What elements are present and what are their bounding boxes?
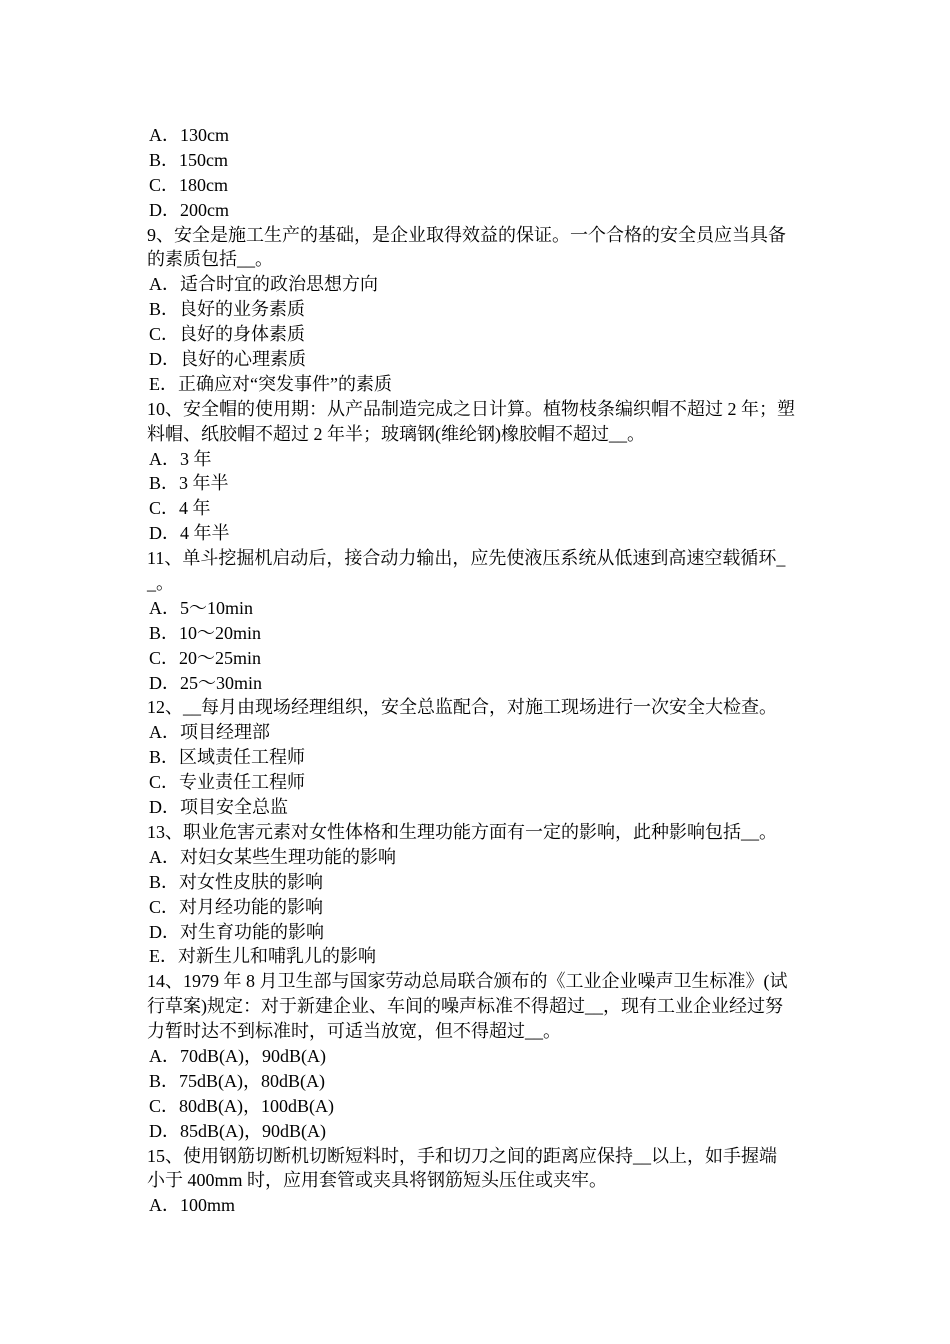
document-body [147, 123, 810, 1218]
answer-option: A．适合时宜的政治思想方向 [149, 274, 378, 295]
answer-option: A．3 年 [149, 448, 212, 469]
question-text: 的素质包括__。 [147, 249, 273, 270]
question-text: 9、安全是施工生产的基础，是企业取得效益的保证。一个合格的安全员应当具备 [147, 224, 786, 245]
answer-option: C．20～25min [149, 647, 262, 668]
answer-option: E．正确应对“突发事件”的素质 [149, 373, 392, 394]
answer-option: C．180cm [149, 174, 228, 195]
answer-option: A．项目经理部 [149, 722, 270, 743]
answer-option: A．70dB(A)，90dB(A) [149, 1045, 326, 1066]
answer-option: D．良好的心理素质 [149, 349, 306, 370]
answer-option: C．对月经功能的影响 [149, 896, 324, 917]
question-text: _。 [147, 573, 174, 594]
question-text: 14、1979 年 8 月卫生部与国家劳动总局联合颁布的《工业企业噪声卫生标准》(试 [147, 971, 788, 992]
question-text: 15、使用钢筋切断机切断短料时，手和切刀之间的距离应保持__以上，如手握端 [147, 1145, 777, 1166]
question-text: 料帽、纸胶帽不超过 2 年半；玻璃钢(维纶钢)橡胶帽不超过__。 [147, 423, 645, 444]
answer-option: A．5～10min [149, 597, 254, 618]
question-text: 小于 400mm 时，应用套管或夹具将钢筋短头压住或夹牢。 [147, 1170, 607, 1191]
answer-option: B．10～20min [149, 622, 262, 643]
answer-option: B．150cm [149, 149, 228, 170]
question-text: 11、单斗挖掘机启动后，接合动力输出，应先使液压系统从低速到高速空载循环_ [147, 548, 786, 569]
answer-option: A．对妇女某些生理功能的影响 [149, 846, 396, 867]
answer-option: D．4 年半 [149, 523, 230, 544]
answer-option: B．3 年半 [149, 473, 229, 494]
answer-option: D．对生育功能的影响 [149, 921, 324, 942]
question-text: 行草案)规定：对于新建企业、车间的噪声标准不得超过__，现有工业企业经过努 [147, 996, 783, 1017]
question-text: 13、职业危害元素对女性体格和生理功能方面有一定的影响，此种影响包括__。 [147, 821, 777, 842]
answer-option: B．对女性皮肤的影响 [149, 871, 324, 892]
answer-option: B．良好的业务素质 [149, 299, 306, 320]
answer-option: D．项目安全总监 [149, 797, 288, 818]
question-text: 10、安全帽的使用期：从产品制造完成之日计算。植物枝条编织帽不超过 2 年；塑 [147, 398, 795, 419]
answer-option: B．75dB(A)，80dB(A) [149, 1070, 325, 1091]
answer-option: A．100mm [149, 1195, 236, 1216]
answer-option: C．专业责任工程师 [149, 772, 306, 793]
answer-option: C．4 年 [149, 498, 211, 519]
answer-option: D．85dB(A)，90dB(A) [149, 1120, 326, 1141]
answer-option: D．25～30min [149, 672, 263, 693]
answer-option: E．对新生儿和哺乳儿的影响 [149, 946, 376, 967]
answer-option: C．80dB(A)，100dB(A) [149, 1095, 334, 1116]
question-text: 12、__每月由现场经理组织，安全总监配合，对施工现场进行一次安全大检查。 [147, 697, 777, 718]
answer-option: B．区域责任工程师 [149, 747, 306, 768]
answer-option: A．130cm [149, 125, 229, 145]
answer-option: D．200cm [149, 199, 229, 220]
question-text: 力暂时达不到标准时，可适当放宽，但不得超过__。 [147, 1021, 561, 1042]
answer-option: C．良好的身体素质 [149, 324, 306, 345]
